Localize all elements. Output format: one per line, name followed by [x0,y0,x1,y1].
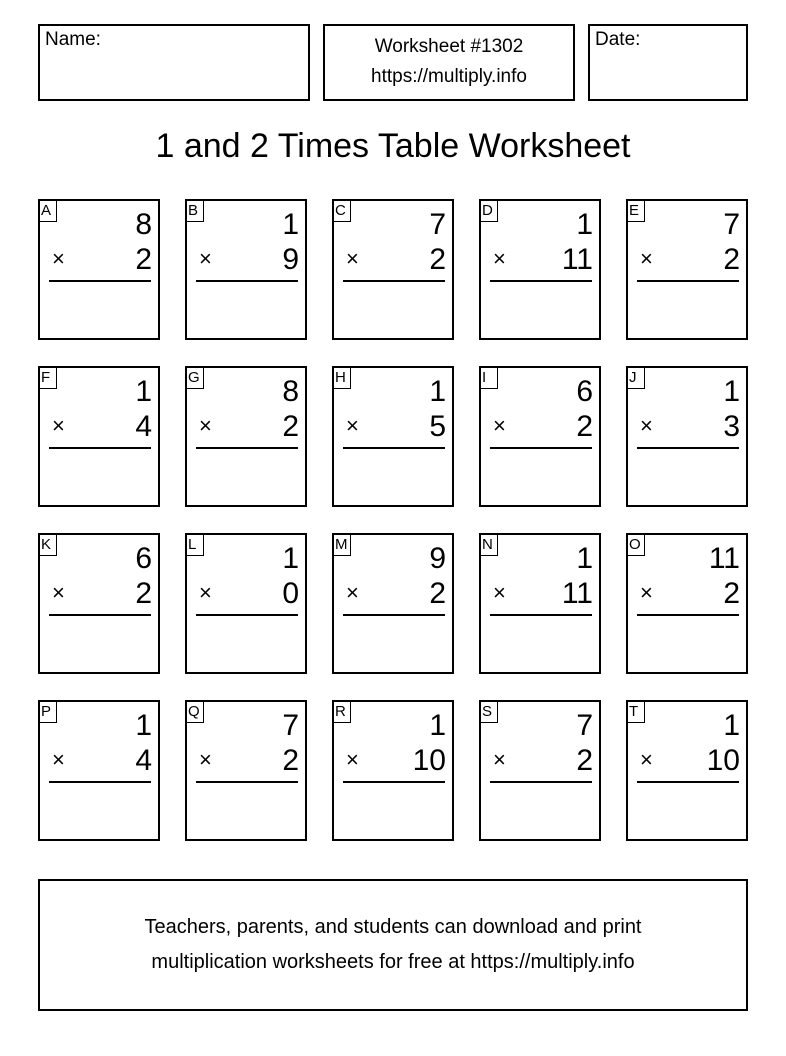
problem-m[interactable] [332,533,454,674]
answer-rule [490,280,592,282]
problem-p[interactable] [38,700,160,841]
times-icon: × [640,747,653,772]
multiplicand: 7 [429,208,446,241]
problem-o[interactable] [626,533,748,674]
multiplier: 3 [723,410,740,443]
multiplier: 2 [723,577,740,610]
multiplier: 2 [135,577,152,610]
answer-rule [196,781,298,783]
multiplicand: 1 [723,375,740,408]
answer-rule [637,781,739,783]
multiplier: 4 [135,410,152,443]
times-icon: × [199,580,212,605]
problem-b[interactable] [185,199,307,340]
worksheet-info [323,24,575,101]
multiplier: 11 [561,243,593,276]
multiplicand: 7 [282,709,299,742]
times-icon: × [52,580,65,605]
times-icon: × [199,747,212,772]
answer-rule [490,614,592,616]
problem-h[interactable] [332,366,454,507]
problem-g[interactable] [185,366,307,507]
multiplier: 2 [576,744,593,777]
multiplier: 2 [282,410,299,443]
multiplier: 2 [429,577,446,610]
answer-rule [49,447,151,449]
multiplier: 2 [429,243,446,276]
answer-rule [49,614,151,616]
answer-rule [196,447,298,449]
multiplicand: 7 [723,208,740,241]
page-title: 1 and 2 Times Table Worksheet [155,127,631,165]
footer-line-1: Teachers, parents, and students can download and print [144,916,642,938]
problem-letter: K [38,533,57,556]
multiplicand: 1 [429,375,446,408]
multiplier: 2 [135,243,152,276]
name-field[interactable] [38,24,310,101]
answer-rule [637,447,739,449]
multiplicand: 11 [708,542,740,575]
times-icon: × [493,246,506,271]
answer-rule [490,781,592,783]
problem-letter: P [38,700,57,723]
date-field[interactable] [588,24,748,101]
problem-letter: B [185,199,204,222]
problem-i[interactable] [479,366,601,507]
problem-e[interactable] [626,199,748,340]
multiplicand: 8 [282,375,299,408]
answer-rule [343,781,445,783]
worksheet-url: https://multiply.info [371,66,527,87]
problem-letter: O [626,533,645,556]
multiplicand: 1 [282,208,299,241]
times-icon: × [346,246,359,271]
multiplicand: 6 [135,542,152,575]
multiplicand: 1 [429,709,446,742]
problem-letter: C [332,199,351,222]
problem-s[interactable] [479,700,601,841]
times-icon: × [640,580,653,605]
times-icon: × [199,413,212,438]
answer-rule [49,781,151,783]
answer-rule [637,280,739,282]
multiplicand: 1 [576,208,593,241]
problem-letter: D [479,199,498,222]
multiplicand: 8 [135,208,152,241]
problem-letter: S [479,700,498,723]
multiplicand: 1 [576,542,593,575]
times-icon: × [346,580,359,605]
problem-r[interactable] [332,700,454,841]
times-icon: × [493,747,506,772]
name-label: Name: [45,29,101,50]
problem-letter: R [332,700,351,723]
multiplier: 2 [723,243,740,276]
problem-c[interactable] [332,199,454,340]
answer-rule [49,280,151,282]
problem-d[interactable] [479,199,601,340]
problem-f[interactable] [38,366,160,507]
problem-letter: Q [185,700,204,723]
multiplicand: 9 [429,542,446,575]
times-icon: × [346,413,359,438]
problem-letter: F [38,366,57,389]
multiplier: 0 [282,577,299,610]
times-icon: × [199,246,212,271]
multiplicand: 1 [135,709,152,742]
footer-note [38,879,748,1011]
problem-letter: L [185,533,204,556]
problem-letter: H [332,366,351,389]
multiplier: 10 [412,744,446,777]
multiplier: 10 [706,744,740,777]
times-icon: × [52,747,65,772]
problem-letter: T [626,700,645,723]
problem-j[interactable] [626,366,748,507]
times-icon: × [52,413,65,438]
times-icon: × [493,413,506,438]
times-icon: × [346,747,359,772]
answer-rule [637,614,739,616]
multiplier: 4 [135,744,152,777]
problem-n[interactable] [479,533,601,674]
problem-letter: G [185,366,204,389]
problem-a[interactable] [38,199,160,340]
problem-letter: A [38,199,57,222]
answer-rule [196,280,298,282]
answer-rule [343,280,445,282]
problem-letter: N [479,533,498,556]
answer-rule [343,614,445,616]
multiplicand: 7 [576,709,593,742]
times-icon: × [640,413,653,438]
multiplier: 2 [576,410,593,443]
date-label: Date: [595,29,641,50]
multiplicand: 1 [135,375,152,408]
multiplier: 2 [282,744,299,777]
answer-rule [343,447,445,449]
problem-l[interactable] [185,533,307,674]
multiplicand: 1 [282,542,299,575]
multiplicand: 1 [723,709,740,742]
problem-k[interactable] [38,533,160,674]
times-icon: × [52,246,65,271]
worksheet-number: Worksheet #1302 [374,36,524,57]
times-icon: × [640,246,653,271]
problem-letter: I [479,366,498,389]
problem-letter: J [626,366,645,389]
multiplicand: 6 [576,375,593,408]
problem-t[interactable] [626,700,748,841]
answer-rule [490,447,592,449]
multiplier: 9 [282,243,299,276]
answer-rule [196,614,298,616]
footer-line-2: multiplication worksheets for free at https://multiply.info [151,951,635,973]
problem-q[interactable] [185,700,307,841]
multiplier: 11 [561,577,593,610]
problem-letter: E [626,199,645,222]
times-icon: × [493,580,506,605]
multiplier: 5 [429,410,446,443]
problem-letter: M [332,533,351,556]
